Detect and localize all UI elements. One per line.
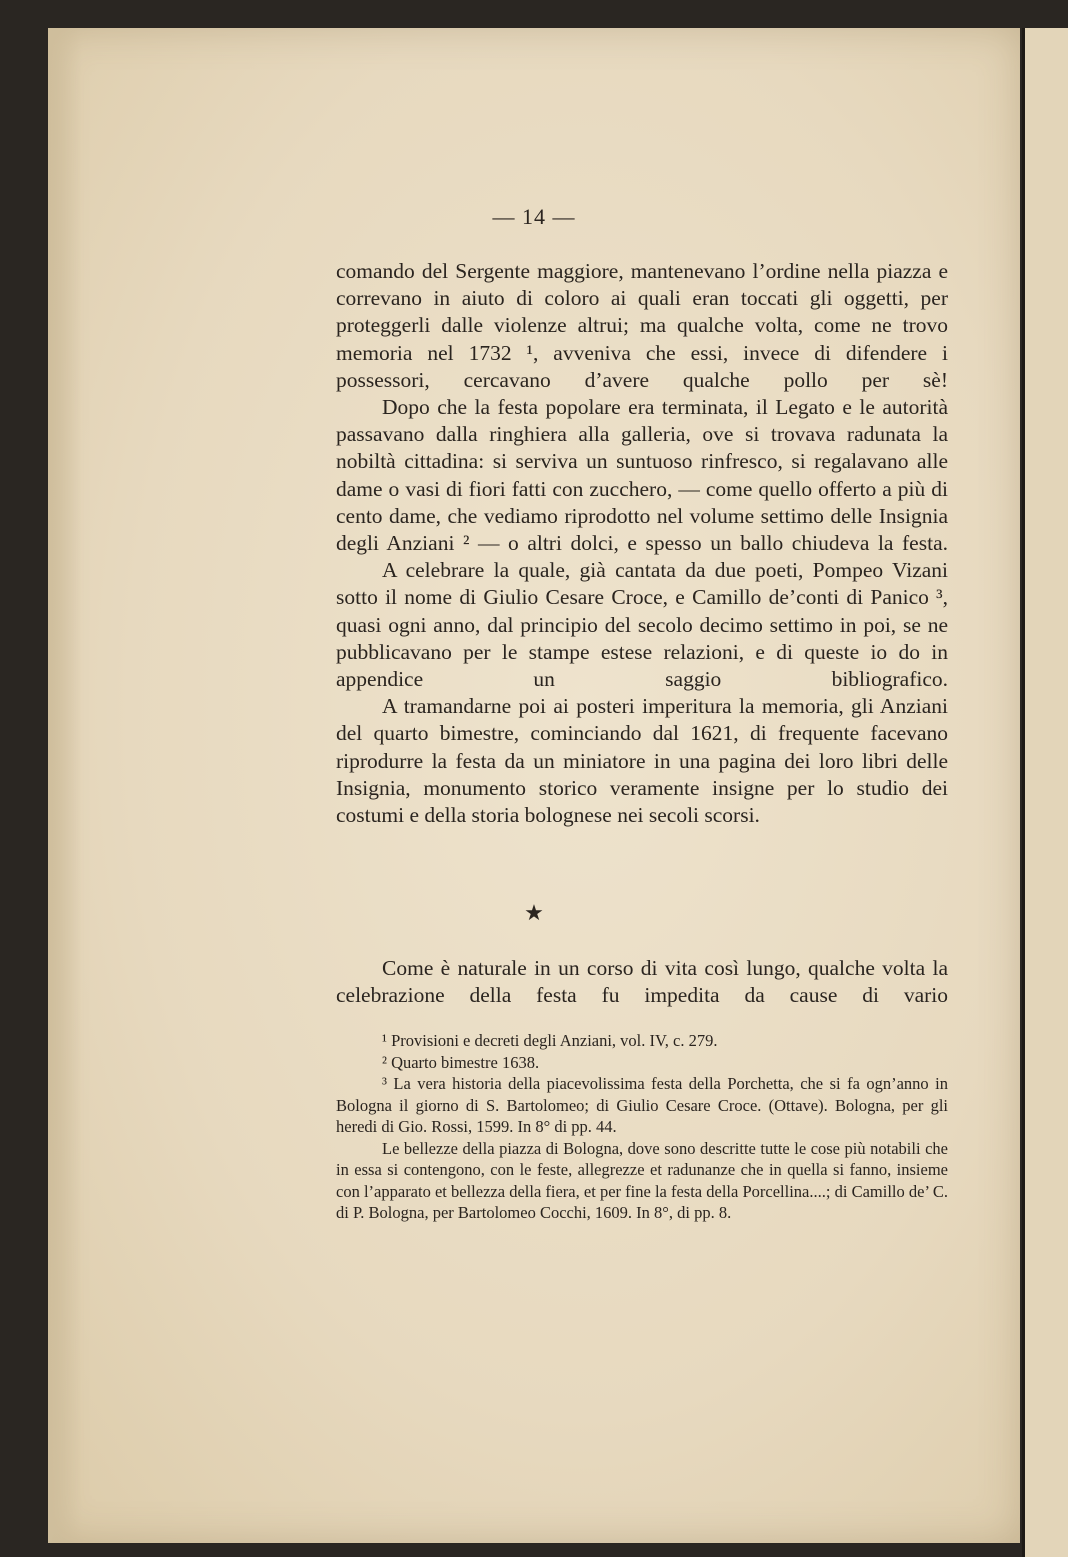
- page-number: — 14 —: [492, 204, 576, 229]
- footnote: Le bellezze della piazza di Bologna, dove sono descritte tutte le cose più notabili che in essa si contengono, con le feste, allegrezze et radunanze che in quella si fanno, insieme con l’apparato et bellezza della fiera, et per fine la festa della Porcellina....; di Camillo de’ C. di P. Bologna, per Bartolomeo Cocchi, 1609. In 8°, di pp. 8.: [336, 1138, 948, 1222]
- paragraph: Dopo che la festa popolare era terminata, il Legato e le autorità passavano dalla ringhiera alla galleria, ove si trovava radunata la nobiltà cittadina: si serviva un suntuoso rinfresco, si regalavano alle dame o vasi di fiori fatti con zucchero, — come quello offerto a più di cento dame, che vediamo riprodotto nel volume settimo delle Insignia degli Anziani ² — o altri dolci, e spesso un ballo chiudeva la festa.: [336, 395, 948, 556]
- page-binding-shadow: [48, 28, 82, 1543]
- footnote: ² Quarto bimestre 1638.: [382, 1052, 540, 1072]
- section-separator-star: ★: [524, 900, 544, 925]
- paragraph: comando del Sergente maggiore, mantenevano l’ordine nella piazza e correvano in aiuto di coloro ai quali eran toccati gli oggetti, per proteggerli dalle violenze altrui; ma qualche volta, come ne trovo memoria nel 1732 ¹, avveniva che essi, invece di difendere i possessori, cercavano d’avere qualche pollo per sè!: [336, 259, 948, 392]
- closing-text: [336, 955, 948, 1009]
- paragraph: A tramandarne poi ai posteri imperitura la memoria, gli Anziani del quarto bimestre, cominciando dal 1621, di frequente facevano riprodurre la festa da un miniatore in una pagina dei loro libri delle Insignia, monumento storico veramente insigne per lo studio dei costumi e della storia bolognese nei secoli scorsi.: [336, 694, 948, 828]
- paragraph: Come è naturale in un corso di vita così lungo, qualche volta la celebrazione della festa fu impedita da cause di vario: [336, 956, 948, 1008]
- adjacent-page-edge: [1022, 28, 1068, 1557]
- footnote: ³ La vera historia della piacevolissima festa della Porchetta, che si fa ogn’anno in Bologna il giorno di S. Bartolomeo; di Giulio Cesare Croce. (Ottave). Bologna, per gli heredi di Gio. Rossi, 1599. In 8° di pp. 44.: [336, 1074, 948, 1136]
- paragraph: A celebrare la quale, già cantata da due poeti, Pompeo Vizani sotto il nome di Giulio Cesare Croce, e Camillo de’conti di Panico ³, quasi ogni anno, dal principio del secolo decimo settimo in poi, se ne pubblicavano per le stampe estese relazioni, e di queste io do in appendice un saggio bibliografico.: [336, 558, 948, 692]
- footnotes: [336, 1030, 948, 1224]
- main-text: [336, 258, 948, 829]
- footnote: ¹ Provisioni e decreti degli Anziani, vol. IV, c. 279.: [382, 1031, 718, 1050]
